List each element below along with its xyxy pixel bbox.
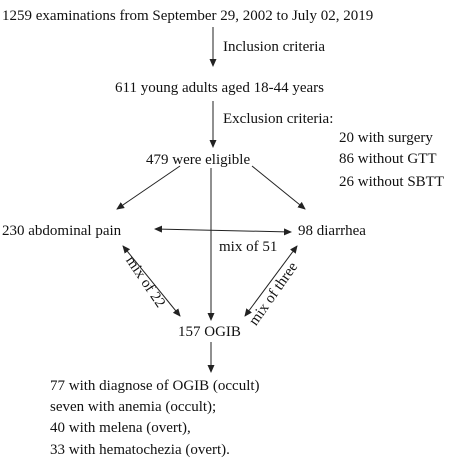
exclusion-item-surgery: 20 with surgery (339, 130, 433, 146)
outcome-melena: 40 with melena (overt), (50, 420, 191, 436)
arrow-eligible-to-abdominal-pain (117, 166, 180, 209)
total-examinations-label: 1259 examinations from September 29, 2002 to July 02, 2019 (2, 8, 374, 24)
abdominal-pain-label: 230 abdominal pain (2, 223, 122, 239)
mix-three-label: mix of three (246, 259, 302, 329)
exclusion-criteria-title: Exclusion criteria: (223, 111, 334, 127)
eligible-label: 479 were eligible (146, 152, 251, 168)
exclusion-item-sbtt: 26 without SBTT (339, 174, 445, 190)
exclusion-item-gtt: 86 without GTT (339, 151, 437, 167)
mix-pain-diarrhea-label: mix of 51 (219, 239, 278, 255)
diarrhea-label: 98 diarrhea (298, 223, 366, 239)
mix-pain-ogib-label: mix of 22 (122, 253, 169, 311)
ogib-label: 157 OGIB (178, 324, 241, 340)
outcome-anemia: seven with anemia (occult); (50, 399, 217, 415)
young-adults-label: 611 young adults aged 18-44 years (115, 80, 324, 96)
outcome-hematochezia: 33 with hematochezia (overt). (50, 442, 230, 458)
arrow-eligible-to-diarrhea (252, 166, 305, 209)
inclusion-criteria-label: Inclusion criteria (223, 39, 326, 55)
arrow-abdominal-pain-diarrhea (155, 229, 291, 232)
outcome-occult-ogib: 77 with diagnose of OGIB (occult) (50, 378, 260, 394)
